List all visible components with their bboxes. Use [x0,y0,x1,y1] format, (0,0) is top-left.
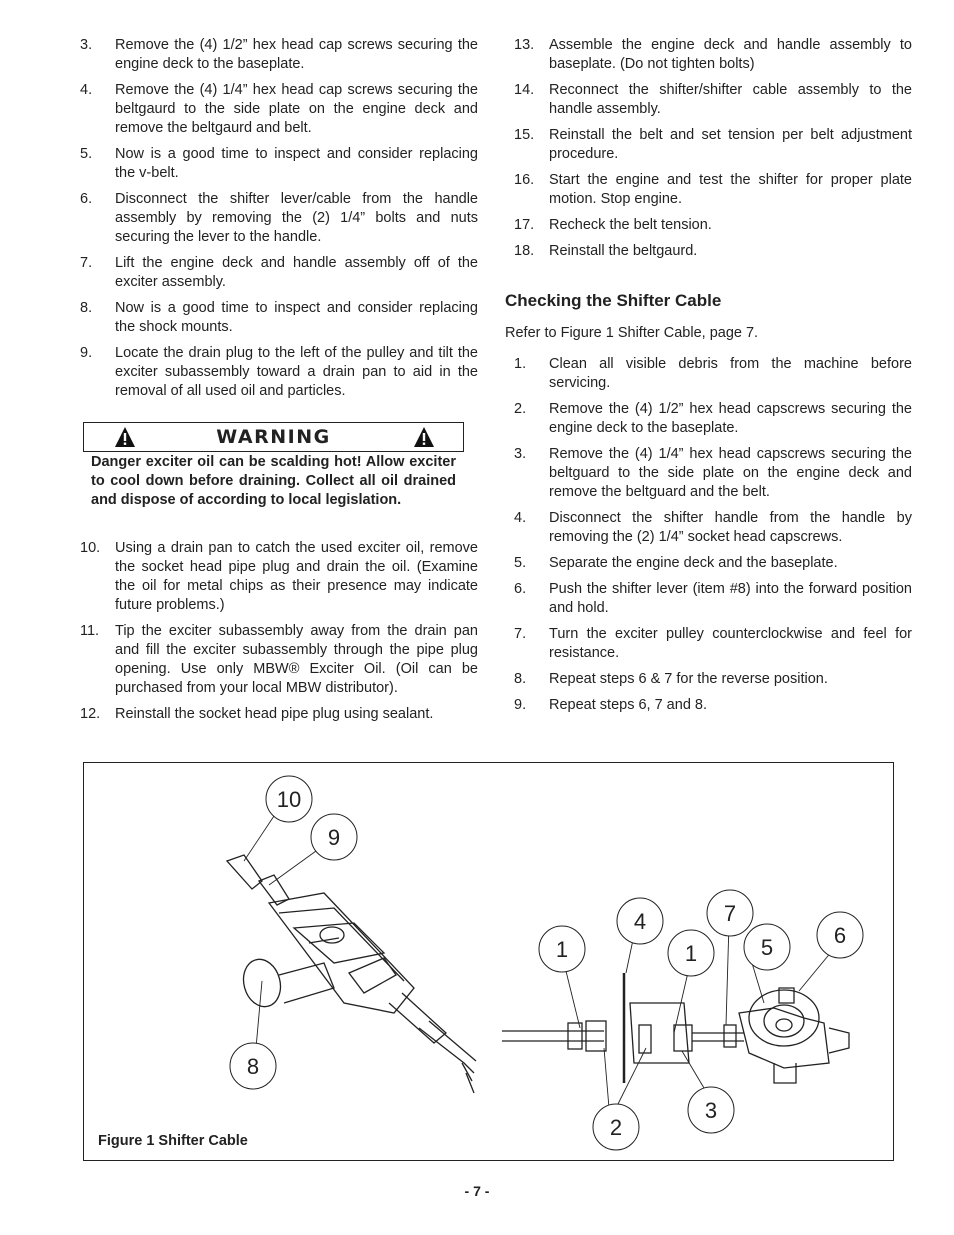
step-text: Now is a good time to inspect and consider replacing the v-belt. [115,146,478,181]
section-intro: Refer to Figure 1 Shifter Cable, page 7. [505,325,759,341]
procedure-step [514,171,912,209]
procedure-step [514,216,912,235]
step-text: Now is a good time to inspect and consider replacing the shock mounts. [115,300,478,335]
procedure-step [514,445,912,502]
procedure-step [514,696,912,715]
procedure-step [80,622,478,698]
step-number: 8. [514,671,527,687]
procedure-step [514,400,912,438]
step-number: 18. [514,243,535,259]
left-column-steps [80,36,478,408]
callout-label: 8 [246,1054,260,1079]
step-number: 6. [514,581,527,597]
procedure-step [514,625,912,663]
step-text: Assemble the engine deck and handle assembly to baseplate. (Do not tighten bolts) [549,37,912,72]
procedure-step [80,254,478,292]
procedure-step [80,539,478,615]
callout-label: 5 [760,935,774,960]
step-number: 7. [514,626,527,642]
figure-caption: Figure 1 Shifter Cable [98,1133,248,1149]
step-text: Clean all visible debris from the machine before servicing. [549,356,912,391]
step-number: 2. [514,401,527,417]
step-text: Using a drain pan to catch the used exciter oil, remove the socket head pipe plug and drain the oil. (Examine the oil for metal chips as their presence may indicate future problems.) [115,540,478,613]
step-number: 3. [514,446,527,462]
step-text: Reinstall the socket head pipe plug using sealant. [115,706,434,722]
step-text: Remove the (4) 1/2” hex head cap screws securing the engine deck to the baseplate. [115,37,478,72]
step-text: Lift the engine deck and handle assembly off of the exciter assembly. [115,255,478,290]
procedure-step [514,509,912,547]
warning-text: Danger exciter oil can be scalding hot! Allow exciter to cool down before draining. Collect all oil drained and dispose of according to local legislation. [91,454,456,508]
procedure-step [80,344,478,401]
procedure-step [514,36,912,74]
step-number: 13. [514,37,535,53]
warning-title: WARNING [216,426,331,448]
step-number: 5. [514,555,527,571]
procedure-step [514,81,912,119]
procedure-step [514,670,912,689]
procedure-step [80,299,478,337]
step-number: 14. [514,82,535,98]
callout-label: 9 [327,825,341,850]
warning-box [83,422,464,452]
step-text: Tip the exciter subassembly away from the drain pan and fill the exciter subassembly through the pipe plug opening. Use only MBW® Exciter Oil. (Oil can be purchased from your local MBW distributor). [115,623,478,696]
figure-shifter-cable [83,762,894,1161]
step-text: Remove the (4) 1/2” hex head capscrews securing the engine deck to the baseplate. [549,401,912,436]
step-text: Locate the drain plug to the left of the pulley and tilt the exciter subassembly toward a drain pan to aid in the removal of all used oil and particles. [115,345,478,399]
shifter-cable-illustration [84,763,894,1161]
callout-label: 6 [833,923,847,948]
step-text: Reconnect the shifter/shifter cable assembly to the handle assembly. [549,82,912,117]
step-text: Recheck the belt tension. [549,217,712,233]
step-number: 17. [514,217,535,233]
cable-left [502,1031,604,1041]
left-column-steps-after [80,539,478,731]
step-number: 11. [80,623,100,639]
step-number: 9. [514,697,527,713]
step-text: Separate the engine deck and the baseplate. [549,555,838,571]
step-number: 1. [514,356,527,372]
step-text: Push the shifter lever (item #8) into the forward position and hold. [549,581,912,616]
procedure-step [80,705,478,724]
step-number: 10. [80,540,101,556]
step-number: 7. [80,255,93,271]
exciter-pulley-housing [739,1008,829,1068]
procedure-step [80,81,478,138]
step-number: 15. [514,127,535,143]
step-number: 3. [80,37,93,53]
right-column [505,36,912,722]
callout-label: 1 [555,937,569,962]
step-text: Repeat steps 6 & 7 for the reverse position. [549,671,828,687]
section-heading: Checking the Shifter Cable [505,291,722,310]
step-text: Remove the (4) 1/4” hex head cap screws securing the beltgaurd to the side plate on the engine deck and remove the beltgaurd and belt. [115,82,478,136]
step-number: 5. [80,146,93,162]
step-text: Remove the (4) 1/4” hex head capscrews securing the beltguard to the side plate on the engine deck and remove the beltguard and the belt. [549,446,912,500]
procedure-step [80,190,478,247]
step-text: Disconnect the shifter lever/cable from the handle assembly by removing the (2) 1/4” bolts and nuts securing the lever to the handle. [115,191,478,245]
page-number: - 7 - [464,1183,490,1199]
step-text: Reinstall the beltgaurd. [549,243,698,259]
step-number: 12. [80,706,101,722]
procedure-step [514,126,912,164]
step-number: 6. [80,191,93,207]
step-text: Disconnect the shifter handle from the handle by removing the (2) 1/4” socket head capscrews. [549,510,912,545]
step-text: Repeat steps 6, 7 and 8. [549,697,707,713]
callout-label: 3 [704,1098,718,1123]
step-text: Start the engine and test the shifter for proper plate motion. Stop engine. [549,172,912,207]
callout-label: 2 [609,1115,623,1140]
callout-label: 1 [684,941,698,966]
procedure-step [80,36,478,74]
procedure-step [514,355,912,393]
step-number: 4. [514,510,527,526]
procedure-step [514,580,912,618]
step-number: 8. [80,300,93,316]
procedure-step [514,242,912,261]
callout-label: 7 [723,901,737,926]
callout-label: 4 [633,909,647,934]
step-number: 16. [514,172,535,188]
step-text: Turn the exciter pulley counterclockwise and feel for resistance. [549,626,912,661]
procedure-step [514,554,912,573]
procedure-step [80,145,478,183]
callout-label: 10 [276,787,302,812]
warning-triangle-icon [413,426,435,448]
step-text: Reinstall the belt and set tension per belt adjustment procedure. [549,127,912,162]
step-number: 4. [80,82,93,98]
handle-bracket [269,893,414,1013]
step-number: 9. [80,345,93,361]
